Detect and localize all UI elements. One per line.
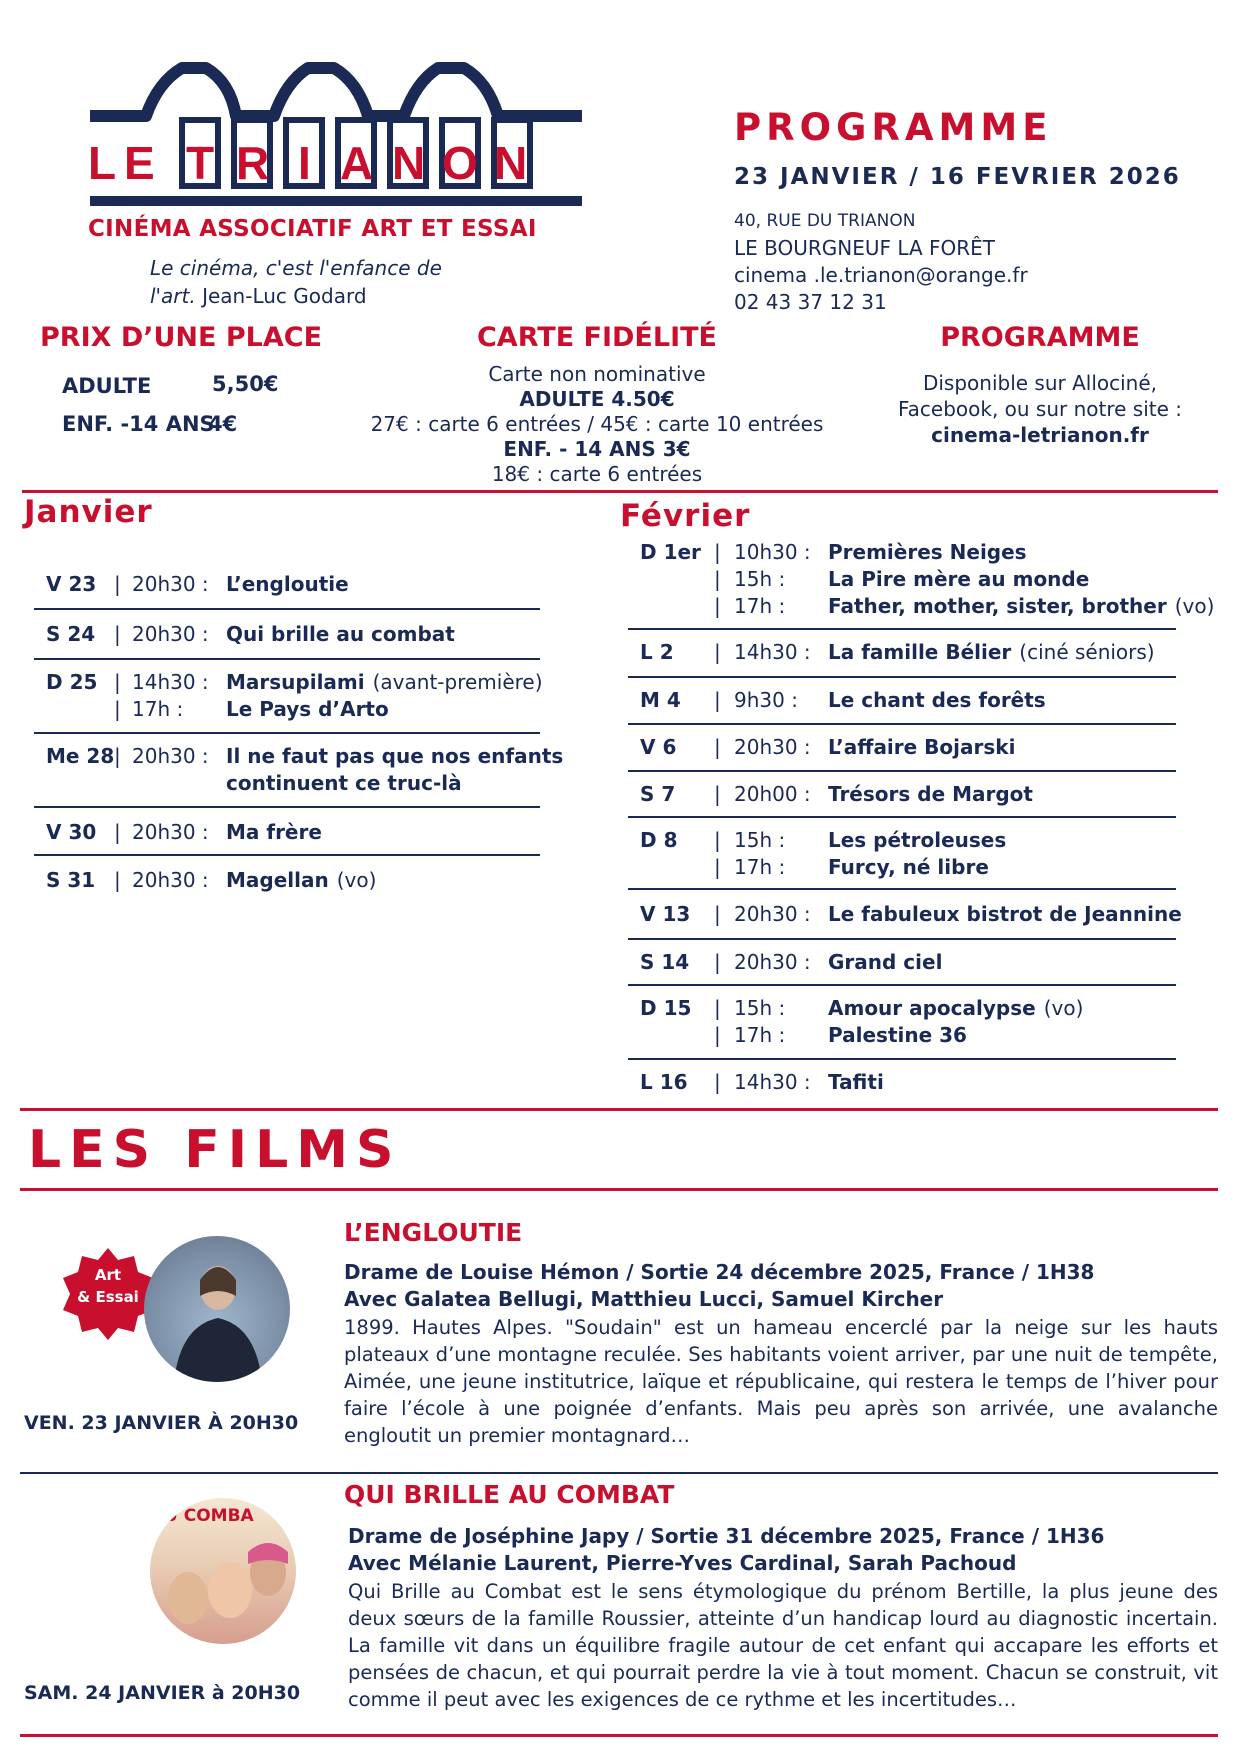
film-name: Premières Neiges [828,540,1027,564]
schedule-separator: | [714,996,721,1020]
quote-author: Jean-Luc Godard [202,284,367,308]
schedule-day: Me 28 [46,744,115,768]
film-card-qui-brille [0,1476,1241,1746]
schedule-separator: | [114,697,121,721]
schedule-day: S 7 [640,782,676,806]
film-name: L’affaire Bojarski [828,735,1016,759]
address-line-1: 40, RUE DU TRIANON [734,211,916,231]
schedule-divider [628,984,1176,986]
film-name: Ma frère [226,820,322,844]
divider [22,490,1218,493]
quote-text-2: l'art. [150,284,196,308]
film-name: Les pétroleuses [828,828,1007,852]
film-name: Furcy, né libre [828,855,989,879]
schedule-film [828,735,1015,759]
phone-number: 02 43 37 12 31 [734,290,887,314]
schedule-separator: | [114,670,121,694]
schedule-day: D 8 [640,828,678,852]
film-name: Trésors de Margot [828,782,1033,806]
schedule-film [828,828,1006,852]
film-poster-engloutie [144,1236,290,1382]
film-note: (vo) [336,868,377,892]
loyalty-details [320,362,874,487]
film-name: Magellan [226,868,329,892]
film-name: Marsupilami [226,670,365,694]
schedule-separator: | [714,855,721,879]
schedule-time: 9h30 : [734,688,798,712]
month-title-fevrier: Février [620,498,751,534]
divider [20,1188,1218,1191]
logo-subtitle: CINÉMA ASSOCIATIF ART ET ESSAI [88,216,537,242]
film-name: Amour apocalypse [828,996,1036,1020]
schedule-divider [628,723,1176,725]
schedule-film [828,1023,967,1047]
schedule-time: 20h30 : [734,902,811,926]
logo-letter: A [340,137,374,189]
films-section-title: LES FILMS [28,1120,402,1180]
schedule-film [828,688,1046,712]
schedule-divider [628,816,1176,818]
divider [20,1472,1218,1474]
month-title-janvier: Janvier [24,494,153,530]
film-name: Qui brille au combat [226,622,455,646]
schedule-film [226,572,349,596]
schedule-film [828,996,1083,1020]
schedule-film [828,567,1089,591]
schedule-separator: | [714,735,721,759]
logo-letter: N [392,137,426,189]
schedule-divider [628,888,1176,890]
schedule-film [226,744,563,768]
schedule-time: 17h : [734,855,786,879]
schedule-separator: | [114,820,121,844]
schedule-time: 17h : [734,1023,786,1047]
program-info-title: PROGRAMME [940,322,1140,353]
address-line-2: LE BOURGNEUF LA FORÊT [734,236,996,260]
film-cast: Avec Mélanie Laurent, Pierre-Yves Cardinal, Sarah Pachoud [348,1551,1017,1575]
page-title: PROGRAMME [734,106,1053,149]
schedule-film [828,594,1214,618]
schedule-separator: | [714,828,721,852]
schedule-separator: | [114,868,121,892]
schedule-film [828,640,1155,664]
loyalty-title: CARTE FIDÉLITÉ [476,322,717,353]
program-info-line-2: Facebook, ou sur notre site : [897,397,1183,421]
schedule-time: 14h30 : [734,1070,811,1094]
schedule-separator: | [714,902,721,926]
film-name: La famille Bélier [828,640,1012,664]
schedule-time: 14h30 : [734,640,811,664]
schedule-film [226,868,376,892]
schedule-time: 20h30 : [132,572,209,596]
film-name: Le Pays d’Arto [226,697,389,721]
schedule-day: M 4 [640,688,681,712]
schedule-day: L 2 [640,640,674,664]
address-block [734,208,1028,316]
schedule-film [226,697,389,721]
poster-title-text: U COMBA [164,1506,254,1526]
schedule-day: S 31 [46,868,96,892]
schedule-film [226,670,543,694]
schedule-day: S 14 [640,950,690,974]
poster-figure-icon [144,1236,290,1382]
schedule-separator: | [714,1070,721,1094]
film-name: Father, mother, sister, brother [828,594,1167,618]
film-name: Le fabuleux bistrot de Jeannine [828,902,1182,926]
schedule-film [828,950,942,974]
logo-letter: I [298,137,311,189]
schedule-time: 14h30 : [132,670,209,694]
logo-letter: N [494,137,528,189]
film-name: L’engloutie [226,572,349,596]
schedule-separator: | [114,572,121,596]
schedule-time: 17h : [734,594,786,618]
schedule-time: 15h : [734,828,786,852]
schedule-separator: | [114,622,121,646]
prices-title: PRIX D’UNE PLACE [40,322,323,353]
schedule-separator: | [714,640,721,664]
film-title: QUI BRILLE AU COMBAT [344,1480,675,1509]
schedule-day: V 23 [46,572,97,596]
logo-letter: L [88,137,117,189]
schedule-divider [34,854,540,856]
cinema-logo [86,58,586,248]
price-child-value: 4€ [208,412,238,436]
schedule-day: V 30 [46,820,97,844]
schedule-separator: | [114,744,121,768]
logo-letter: R [236,137,270,189]
logo-letter: T [186,137,215,189]
schedule-time: 20h30 : [734,735,811,759]
schedule-film [828,855,989,879]
loyalty-line-5: 18€ : carte 6 entrées [491,462,703,486]
schedule-film [226,771,462,795]
schedule-film [828,540,1027,564]
schedule-film [828,782,1033,806]
schedule-day: V 13 [640,902,691,926]
schedule-time: 15h : [734,996,786,1020]
film-credits: Drame de Louise Hémon / Sortie 24 décembre 2025, France / 1H38 [344,1260,1095,1284]
film-name: Le chant des forêts [828,688,1046,712]
schedule-divider [628,676,1176,678]
film-title: L’ENGLOUTIE [344,1218,523,1247]
price-adult-label: ADULTE [62,374,152,398]
logo-letter: E [124,137,155,189]
loyalty-line-4: ENF. - 14 ANS 3€ [503,437,691,461]
program-info-text [880,370,1200,448]
schedule-divider [34,608,540,610]
schedule-day: D 15 [640,996,692,1020]
schedule-separator: | [714,950,721,974]
film-note: (vo) [1043,996,1084,1020]
film-name: Grand ciel [828,950,943,974]
schedule-separator: | [714,1023,721,1047]
art-essai-badge-text [60,1264,156,1308]
schedule-film [226,622,455,646]
schedule-time: 20h30 : [132,744,209,768]
divider [20,1108,1218,1111]
film-screening-date: VEN. 23 JANVIER À 20H30 [24,1412,299,1434]
film-name: Palestine 36 [828,1023,967,1047]
schedule-divider [34,732,540,734]
loyalty-line-1: Carte non nominative [488,362,706,386]
loyalty-line-2: ADULTE 4.50€ [519,387,675,411]
schedule-time: 20h00 : [734,782,811,806]
email-link[interactable]: cinema .le.trianon@orange.fr [734,263,1028,287]
badge-line-1: Art [94,1266,122,1284]
film-name: La Pire mère au monde [828,567,1090,591]
quote-text-1: Le cinéma, c'est l'enfance de [150,256,442,280]
schedule-day: S 24 [46,622,96,646]
schedule-separator: | [714,594,721,618]
schedule-divider [628,938,1176,940]
film-synopsis: Qui Brille au Combat est le sens étymologique du prénom Bertille, la plus jeune des deux sœurs de la famille Roussier, atteinte d’un handicap lourd au diagnostic incertain. La famille vit dans un équilibre fragile autour de cet enfant qui accapare les efforts et pensées de chacun, et qui pourrait perdre la vie à tout moment. Chacun se construit, vit comme il peut avec les exigences de ce rythme et les incertitudes… [348,1580,1218,1711]
schedule-time: 20h30 : [132,622,209,646]
schedule-divider [628,628,1176,630]
schedule-time: 15h : [734,567,786,591]
film-cast: Avec Galatea Bellugi, Matthieu Lucci, Samuel Kircher [344,1287,944,1311]
film-note: (ciné séniors) [1019,640,1155,664]
program-dates: 23 JANVIER / 16 FEVRIER 2026 [734,164,1181,190]
schedule-day: D 25 [46,670,98,694]
film-note: (vo) [1174,594,1215,618]
film-name: Il ne faut pas que nos enfants [226,744,564,768]
schedule-time: 17h : [132,697,184,721]
schedule-time: 20h30 : [734,950,811,974]
schedule-divider [34,806,540,808]
film-card-engloutie [0,1196,1241,1466]
film-credits: Drame de Joséphine Japy / Sortie 31 décembre 2025, France / 1H36 [348,1524,1105,1548]
price-adult-value: 5,50€ [212,372,279,396]
schedule-time: 10h30 : [734,540,811,564]
badge-line-2: & Essai [77,1288,139,1306]
schedule-separator: | [714,540,721,564]
schedule-separator: | [714,567,721,591]
logo-letter: O [442,137,478,189]
schedule-time: 20h30 : [132,868,209,892]
schedule-separator: | [714,688,721,712]
schedule-divider [34,658,540,660]
schedule-time: 20h30 : [132,820,209,844]
film-synopsis: 1899. Hautes Alpes. "Soudain" est un hameau encerclé par la neige sur les hauts plateaux d’une montagne reculée. Ses habitants voient arriver, par une nuit de tempête, Aimée, une jeune institutrice, laïque et républicaine, qui restera le temps de l’hiver pour faire l’école à une poignée d’enfants. Mais peu après son arrivée, une avalanche engloutit un premier montagnard… [344,1316,1218,1447]
schedule-divider [628,770,1176,772]
schedule-separator: | [714,782,721,806]
loyalty-line-3: 27€ : carte 6 entrées / 45€ : carte 10 entrées [370,412,824,436]
film-name: Tafiti [828,1070,884,1094]
schedule-day: D 1er [640,540,701,564]
program-info-line-1: Disponible sur Allociné, [922,371,1158,395]
website-link[interactable]: cinema-letrianon.fr [931,423,1149,447]
film-name: continuent ce truc-là [226,771,462,795]
schedule-film [828,1070,884,1094]
schedule-day: L 16 [640,1070,688,1094]
film-poster-qui-brille [150,1498,296,1644]
schedule-film [226,820,322,844]
divider [20,1734,1218,1737]
price-child-label: ENF. -14 ANS [62,412,215,436]
schedule-day: V 6 [640,735,677,759]
film-screening-date: SAM. 24 JANVIER à 20H30 [24,1682,301,1704]
schedule-film [828,902,1182,926]
schedule-divider [628,1058,1176,1060]
logo-quote [150,254,442,310]
film-note: (avant-première) [372,670,543,694]
